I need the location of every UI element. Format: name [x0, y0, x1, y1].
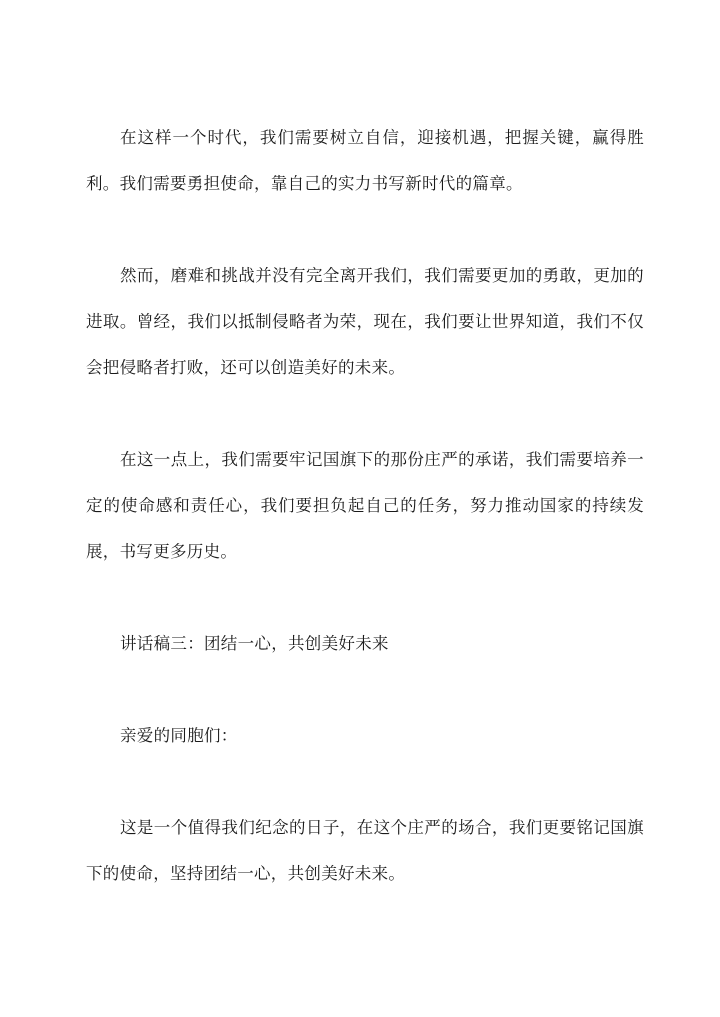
paragraph-commemorate-day: 这是一个值得我们纪念的日子，在这个庄严的场合，我们更要铭记国旗下的使命，坚持团结一心，共创美好未来。	[86, 818, 644, 883]
speech-title: 讲话稿三：团结一心，共创美好未来	[120, 634, 389, 653]
paragraph-seize-opportunity: 在这样一个时代，我们需要树立自信，迎接机遇，把握关键，赢得胜利。我们需要勇担使命，靠自己的实力书写新时代的篇章。	[86, 128, 644, 193]
salutation: 亲爱的同胞们：	[120, 726, 238, 745]
paragraph-remember-promise: 在这一点上，我们需要牢记国旗下的那份庄严的承诺，我们需要培养一定的使命感和责任心，我们要担负起自己的任务，努力推动国家的持续发展，书写更多历史。	[86, 450, 644, 561]
paragraph-face-challenges: 然而，磨难和挑战并没有完全离开我们，我们需要更加的勇敢，更加的进取。曾经，我们以抵制侵略者为荣，现在，我们要让世界知道，我们不仅会把侵略者打败，还可以创造美好的未来。	[86, 266, 644, 377]
